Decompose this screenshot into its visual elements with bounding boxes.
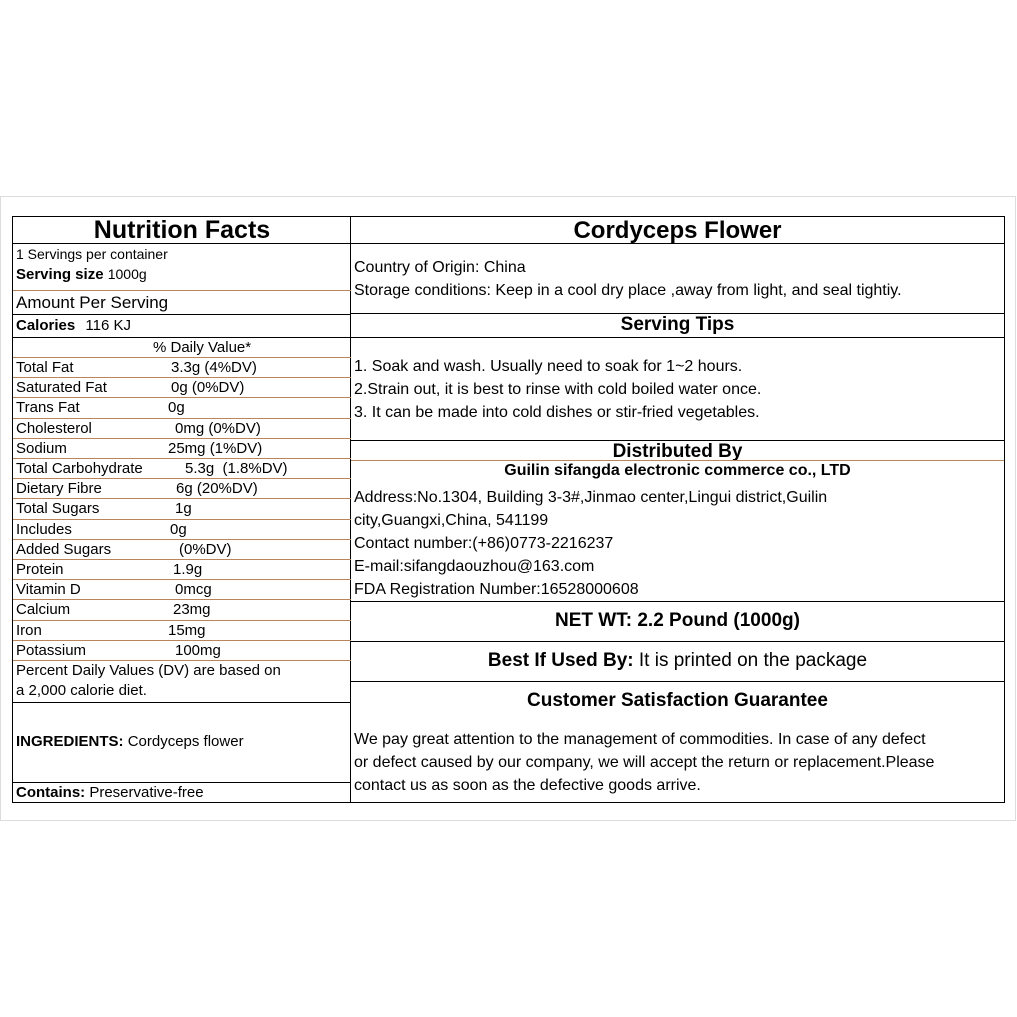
nutrient-name: Saturated Fat [16, 379, 107, 397]
servings-per-container: 1 Servings per container [16, 246, 168, 262]
nutrient-value: 5.3g (1.8%DV) [185, 460, 288, 477]
contains-row [13, 783, 351, 802]
tip-2: 2.Strain out, it is best to rinse with cold boiled water once. [354, 381, 762, 398]
nutrition-facts-panel [13, 217, 351, 802]
nutrient-value: 0mcg [175, 581, 212, 599]
footnote-line1: Percent Daily Values (DV) are based on [16, 662, 281, 679]
nutrient-name: Includes [16, 520, 72, 538]
contains-value: Preservative-free [89, 784, 204, 801]
nutrient-name: Dietary Fibre [16, 480, 102, 498]
nutrient-row [13, 378, 351, 398]
serving-tips [351, 338, 1004, 441]
guarantee-line-3: contact us as soon as the defective goods arrive. [354, 777, 701, 794]
guarantee-line-2: or defect caused by our company, we will accept the return or replacement.Please [354, 754, 935, 771]
ingredients-label: INGREDIENTS: [16, 733, 124, 750]
nutrient-name: Vitamin D [16, 581, 81, 599]
nutrient-row [13, 358, 351, 378]
nutrient-name: Total Fat [16, 359, 74, 376]
company-name: Guilin sifangda electronic commerce co., LTD [504, 462, 851, 479]
product-label [12, 216, 1005, 803]
nutrient-value: 0mg (0%DV) [175, 419, 261, 437]
nutrient-name: Potassium [16, 641, 87, 659]
serving-size-value: 1000g [107, 266, 147, 282]
nutrient-value: (0%DV) [179, 540, 232, 558]
nutrient-value: 15mg [168, 621, 206, 639]
nutrient-row [13, 540, 351, 560]
nutrient-name: Cholesterol [16, 419, 92, 437]
nutrient-value: 1.9g [173, 561, 203, 578]
nutrient-value: 6g (20%DV) [176, 480, 258, 498]
guarantee-title: Customer Satisfaction Guarantee [527, 690, 828, 711]
nutrient-row [13, 419, 351, 439]
contact-number: Contact number:(+86)0773-2216237 [354, 535, 614, 552]
nutrient-row [13, 580, 351, 600]
nutrient-value: 0g [168, 399, 185, 417]
nutrient-name: Total Carbohydrate [16, 460, 143, 477]
serving-size-label: Serving size [16, 266, 104, 283]
calories-row [13, 315, 351, 338]
nutrient-name: Protein [16, 561, 64, 578]
serving-info [13, 245, 351, 291]
dv-footnote [13, 661, 351, 703]
country-of-origin: Country of Origin: China [354, 259, 526, 276]
nutrient-row [13, 560, 351, 580]
product-info-panel [351, 217, 1004, 802]
ingredients [16, 732, 244, 752]
nutrient-row [13, 499, 351, 519]
nutrient-row [13, 398, 351, 418]
nutrient-value: 0g [170, 520, 187, 538]
best-if-used-label: Best If Used By: [487, 650, 634, 671]
nutrient-name: Sodium [16, 439, 67, 457]
product-title: Cordyceps Flower [351, 217, 1004, 244]
ingredients-row [13, 703, 351, 783]
guarantee-line-1: We pay great attention to the management of commodities. In case of any defect [354, 731, 926, 748]
nutrient-row [13, 439, 351, 459]
best-if-used-value: It is printed on the package [633, 650, 868, 671]
nutrient-value: 100mg [175, 641, 221, 659]
nutrient-name: Added Sugars [16, 540, 112, 558]
nutrient-row [13, 520, 351, 540]
nutrient-value: 1g [175, 500, 192, 518]
calories-value: 116 KJ [85, 317, 131, 334]
address-line-2: city,Guangxi,China, 541199 [354, 512, 549, 529]
nutrient-value: 0g (0%DV) [171, 379, 245, 397]
nutrient-row [13, 621, 351, 641]
nutrient-row [13, 600, 351, 620]
nutrition-facts-title: Nutrition Facts [13, 217, 351, 244]
nutrient-name: Iron [16, 621, 42, 639]
nutrient-value: 3.3g (4%DV) [171, 359, 257, 376]
fda-registration: FDA Registration Number:16528000608 [354, 581, 639, 598]
serving-tips-title: Serving Tips [351, 314, 1004, 338]
serving-size [13, 264, 351, 285]
guarantee-section [351, 682, 1004, 802]
nutrient-row [13, 479, 351, 499]
best-if-used-by [351, 642, 1004, 682]
nutrient-name: Calcium [16, 601, 71, 619]
address-line-1: Address:No.1304, Building 3-3#,Jinmao center,Lingui district,Guilin [354, 489, 828, 506]
email: E-mail:sifangdaouzhou@163.com [354, 558, 595, 575]
distributor-info [351, 461, 1004, 602]
tip-1: 1. Soak and wash. Usually need to soak for 1~2 hours. [354, 358, 743, 375]
daily-value-header: % Daily Value* [13, 338, 351, 358]
storage-conditions: Storage conditions: Keep in a cool dry place ,away from light, and seal tightiy. [354, 282, 902, 299]
contains-label: Contains: [16, 784, 86, 801]
nutrient-name: Total Sugars [16, 500, 100, 518]
nutrient-row [13, 459, 351, 479]
calories-label: Calories [16, 317, 76, 334]
origin-storage [351, 244, 1004, 314]
nutrient-value: 23mg [173, 601, 211, 619]
net-weight: NET WT: 2.2 Pound (1000g) [351, 602, 1004, 642]
nutrient-row [13, 641, 351, 661]
tip-3: 3. It can be made into cold dishes or stir-fried vegetables. [354, 404, 760, 421]
footnote-line2: a 2,000 calorie diet. [16, 682, 147, 699]
ingredients-value: Cordyceps flower [127, 733, 244, 750]
nutrient-name: Trans Fat [16, 399, 80, 417]
amount-per-serving: Amount Per Serving [13, 291, 351, 315]
nutrient-value: 25mg (1%DV) [168, 439, 263, 457]
distributed-by-title: Distributed By [351, 441, 1004, 461]
